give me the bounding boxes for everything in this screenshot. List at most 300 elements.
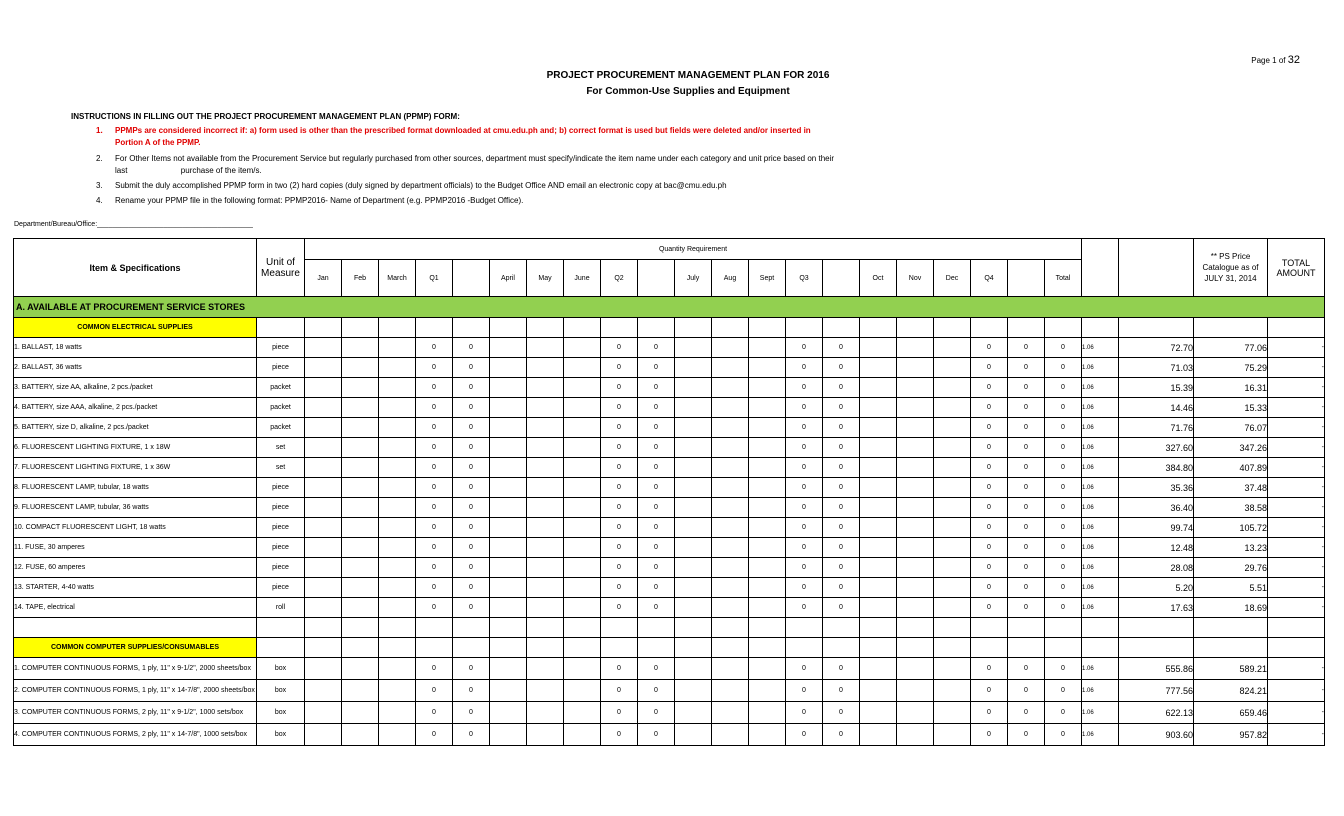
quantity-cell[interactable] [675, 378, 712, 398]
quantity-cell[interactable]: 0 [453, 702, 490, 724]
quantity-cell[interactable] [342, 578, 379, 598]
quantity-cell[interactable] [527, 378, 564, 398]
quantity-cell[interactable] [934, 598, 971, 618]
quantity-cell[interactable] [527, 358, 564, 378]
quantity-cell[interactable]: 0 [823, 498, 860, 518]
quantity-cell[interactable] [934, 418, 971, 438]
quantity-cell[interactable] [305, 378, 342, 398]
quantity-cell[interactable] [749, 680, 786, 702]
quantity-cell[interactable] [379, 378, 416, 398]
quantity-cell[interactable]: 0 [1045, 558, 1082, 578]
quantity-cell[interactable] [675, 498, 712, 518]
quantity-cell[interactable]: 0 [601, 418, 638, 438]
quantity-cell[interactable] [379, 358, 416, 378]
quantity-cell[interactable] [305, 518, 342, 538]
quantity-cell[interactable]: 0 [823, 702, 860, 724]
quantity-cell[interactable] [305, 724, 342, 746]
quantity-cell[interactable] [342, 680, 379, 702]
quantity-cell[interactable] [342, 338, 379, 358]
quantity-cell[interactable]: 0 [638, 680, 675, 702]
quantity-cell[interactable] [527, 458, 564, 478]
quantity-cell[interactable] [934, 438, 971, 458]
quantity-cell[interactable] [675, 418, 712, 438]
quantity-cell[interactable] [564, 558, 601, 578]
quantity-cell[interactable] [490, 478, 527, 498]
quantity-cell[interactable] [712, 702, 749, 724]
quantity-cell[interactable] [749, 598, 786, 618]
quantity-cell[interactable]: 0 [1045, 458, 1082, 478]
quantity-cell[interactable]: 0 [971, 680, 1008, 702]
quantity-cell[interactable] [934, 538, 971, 558]
quantity-cell[interactable]: 0 [1045, 578, 1082, 598]
quantity-cell[interactable] [379, 498, 416, 518]
quantity-cell[interactable]: 0 [601, 518, 638, 538]
quantity-cell[interactable]: 0 [601, 358, 638, 378]
quantity-cell[interactable]: 0 [453, 398, 490, 418]
quantity-cell[interactable] [564, 702, 601, 724]
quantity-cell[interactable]: 0 [1045, 338, 1082, 358]
quantity-cell[interactable]: 0 [1008, 358, 1045, 378]
quantity-cell[interactable] [342, 358, 379, 378]
quantity-cell[interactable]: 0 [601, 578, 638, 598]
quantity-cell[interactable] [749, 338, 786, 358]
quantity-cell[interactable]: 0 [1008, 418, 1045, 438]
quantity-cell[interactable] [675, 398, 712, 418]
quantity-cell[interactable] [564, 598, 601, 618]
quantity-cell[interactable]: 0 [638, 338, 675, 358]
quantity-cell[interactable] [934, 724, 971, 746]
quantity-cell[interactable] [934, 478, 971, 498]
quantity-cell[interactable] [490, 398, 527, 418]
quantity-cell[interactable] [379, 702, 416, 724]
quantity-cell[interactable]: 0 [786, 702, 823, 724]
quantity-cell[interactable]: 0 [601, 702, 638, 724]
quantity-cell[interactable] [305, 438, 342, 458]
quantity-cell[interactable] [675, 538, 712, 558]
quantity-cell[interactable] [712, 338, 749, 358]
quantity-cell[interactable]: 0 [601, 478, 638, 498]
quantity-cell[interactable]: 0 [971, 378, 1008, 398]
quantity-cell[interactable]: 0 [416, 338, 453, 358]
quantity-cell[interactable] [527, 680, 564, 702]
quantity-cell[interactable]: 0 [786, 458, 823, 478]
quantity-cell[interactable] [379, 558, 416, 578]
quantity-cell[interactable]: 0 [786, 438, 823, 458]
quantity-cell[interactable] [342, 478, 379, 498]
quantity-cell[interactable] [527, 338, 564, 358]
quantity-cell[interactable] [564, 538, 601, 558]
quantity-cell[interactable]: 0 [453, 558, 490, 578]
quantity-cell[interactable] [342, 724, 379, 746]
quantity-cell[interactable]: 0 [601, 338, 638, 358]
quantity-cell[interactable] [897, 658, 934, 680]
quantity-cell[interactable] [564, 338, 601, 358]
quantity-cell[interactable]: 0 [823, 458, 860, 478]
quantity-cell[interactable]: 0 [1008, 702, 1045, 724]
quantity-cell[interactable] [712, 680, 749, 702]
quantity-cell[interactable] [934, 358, 971, 378]
quantity-cell[interactable] [860, 558, 897, 578]
quantity-cell[interactable] [342, 378, 379, 398]
quantity-cell[interactable] [934, 498, 971, 518]
quantity-cell[interactable] [564, 578, 601, 598]
quantity-cell[interactable] [712, 418, 749, 438]
quantity-cell[interactable]: 0 [786, 538, 823, 558]
quantity-cell[interactable] [749, 724, 786, 746]
quantity-cell[interactable]: 0 [1008, 498, 1045, 518]
quantity-cell[interactable]: 0 [1008, 598, 1045, 618]
quantity-cell[interactable] [712, 578, 749, 598]
quantity-cell[interactable] [860, 518, 897, 538]
quantity-cell[interactable] [490, 438, 527, 458]
quantity-cell[interactable]: 0 [453, 724, 490, 746]
quantity-cell[interactable] [305, 478, 342, 498]
quantity-cell[interactable] [897, 558, 934, 578]
quantity-cell[interactable]: 0 [823, 418, 860, 438]
quantity-cell[interactable] [379, 398, 416, 418]
quantity-cell[interactable]: 0 [638, 518, 675, 538]
quantity-cell[interactable]: 0 [823, 680, 860, 702]
quantity-cell[interactable]: 0 [1008, 458, 1045, 478]
quantity-cell[interactable] [305, 498, 342, 518]
quantity-cell[interactable] [712, 538, 749, 558]
quantity-cell[interactable] [712, 378, 749, 398]
quantity-cell[interactable]: 0 [416, 658, 453, 680]
quantity-cell[interactable]: 0 [638, 458, 675, 478]
quantity-cell[interactable]: 0 [823, 658, 860, 680]
quantity-cell[interactable]: 0 [638, 418, 675, 438]
quantity-cell[interactable]: 0 [416, 598, 453, 618]
quantity-cell[interactable]: 0 [1045, 658, 1082, 680]
quantity-cell[interactable]: 0 [601, 558, 638, 578]
quantity-cell[interactable]: 0 [453, 478, 490, 498]
quantity-cell[interactable] [712, 598, 749, 618]
quantity-cell[interactable] [564, 680, 601, 702]
quantity-cell[interactable]: 0 [1008, 398, 1045, 418]
quantity-cell[interactable] [342, 538, 379, 558]
quantity-cell[interactable]: 0 [601, 398, 638, 418]
quantity-cell[interactable]: 0 [416, 398, 453, 418]
quantity-cell[interactable] [675, 578, 712, 598]
quantity-cell[interactable] [675, 518, 712, 538]
quantity-cell[interactable]: 0 [823, 438, 860, 458]
quantity-cell[interactable] [527, 724, 564, 746]
quantity-cell[interactable]: 0 [1008, 658, 1045, 680]
quantity-cell[interactable] [564, 378, 601, 398]
quantity-cell[interactable]: 0 [453, 458, 490, 478]
quantity-cell[interactable] [379, 658, 416, 680]
quantity-cell[interactable] [749, 478, 786, 498]
quantity-cell[interactable]: 0 [416, 458, 453, 478]
quantity-cell[interactable] [379, 724, 416, 746]
quantity-cell[interactable] [305, 538, 342, 558]
quantity-cell[interactable]: 0 [971, 398, 1008, 418]
quantity-cell[interactable]: 0 [971, 498, 1008, 518]
quantity-cell[interactable]: 0 [453, 498, 490, 518]
quantity-cell[interactable] [749, 538, 786, 558]
quantity-cell[interactable]: 0 [1008, 558, 1045, 578]
quantity-cell[interactable] [749, 518, 786, 538]
quantity-cell[interactable] [897, 418, 934, 438]
quantity-cell[interactable]: 0 [971, 478, 1008, 498]
quantity-cell[interactable] [749, 658, 786, 680]
quantity-cell[interactable] [675, 358, 712, 378]
quantity-cell[interactable]: 0 [601, 598, 638, 618]
quantity-cell[interactable] [342, 458, 379, 478]
quantity-cell[interactable]: 0 [971, 558, 1008, 578]
quantity-cell[interactable]: 0 [638, 578, 675, 598]
quantity-cell[interactable]: 0 [453, 338, 490, 358]
quantity-cell[interactable] [860, 358, 897, 378]
quantity-cell[interactable] [897, 498, 934, 518]
quantity-cell[interactable] [379, 680, 416, 702]
quantity-cell[interactable]: 0 [453, 598, 490, 618]
quantity-cell[interactable]: 0 [638, 378, 675, 398]
quantity-cell[interactable] [527, 658, 564, 680]
quantity-cell[interactable] [527, 418, 564, 438]
quantity-cell[interactable]: 0 [1008, 680, 1045, 702]
quantity-cell[interactable] [379, 438, 416, 458]
quantity-cell[interactable] [675, 598, 712, 618]
quantity-cell[interactable]: 0 [601, 680, 638, 702]
quantity-cell[interactable]: 0 [1008, 578, 1045, 598]
quantity-cell[interactable] [342, 418, 379, 438]
quantity-cell[interactable]: 0 [453, 578, 490, 598]
quantity-cell[interactable]: 0 [971, 458, 1008, 478]
quantity-cell[interactable] [342, 498, 379, 518]
quantity-cell[interactable] [934, 398, 971, 418]
quantity-cell[interactable]: 0 [601, 438, 638, 458]
quantity-cell[interactable] [305, 398, 342, 418]
quantity-cell[interactable] [712, 658, 749, 680]
department-field[interactable]: Department/Bureau/Office:________________________________________ [14, 221, 253, 228]
quantity-cell[interactable]: 0 [601, 724, 638, 746]
quantity-cell[interactable]: 0 [971, 438, 1008, 458]
quantity-cell[interactable] [305, 578, 342, 598]
quantity-cell[interactable]: 0 [971, 538, 1008, 558]
quantity-cell[interactable]: 0 [971, 724, 1008, 746]
quantity-cell[interactable]: 0 [638, 598, 675, 618]
quantity-cell[interactable]: 0 [786, 498, 823, 518]
quantity-cell[interactable]: 0 [971, 338, 1008, 358]
quantity-cell[interactable] [934, 338, 971, 358]
quantity-cell[interactable] [305, 658, 342, 680]
quantity-cell[interactable]: 0 [786, 680, 823, 702]
quantity-cell[interactable]: 0 [1045, 702, 1082, 724]
quantity-cell[interactable] [305, 338, 342, 358]
quantity-cell[interactable] [342, 438, 379, 458]
quantity-cell[interactable]: 0 [823, 578, 860, 598]
quantity-cell[interactable] [305, 598, 342, 618]
quantity-cell[interactable]: 0 [823, 598, 860, 618]
quantity-cell[interactable]: 0 [1045, 680, 1082, 702]
quantity-cell[interactable] [897, 338, 934, 358]
quantity-cell[interactable] [712, 498, 749, 518]
quantity-cell[interactable] [860, 418, 897, 438]
quantity-cell[interactable] [564, 478, 601, 498]
quantity-cell[interactable] [860, 438, 897, 458]
quantity-cell[interactable] [490, 358, 527, 378]
quantity-cell[interactable]: 0 [453, 538, 490, 558]
quantity-cell[interactable] [675, 478, 712, 498]
quantity-cell[interactable]: 0 [971, 358, 1008, 378]
quantity-cell[interactable] [934, 702, 971, 724]
quantity-cell[interactable] [490, 338, 527, 358]
quantity-cell[interactable] [897, 478, 934, 498]
quantity-cell[interactable]: 0 [786, 558, 823, 578]
quantity-cell[interactable] [342, 702, 379, 724]
quantity-cell[interactable] [527, 702, 564, 724]
quantity-cell[interactable]: 0 [1008, 478, 1045, 498]
quantity-cell[interactable]: 0 [416, 478, 453, 498]
quantity-cell[interactable] [749, 578, 786, 598]
quantity-cell[interactable]: 0 [601, 378, 638, 398]
quantity-cell[interactable]: 0 [638, 358, 675, 378]
quantity-cell[interactable] [564, 498, 601, 518]
quantity-cell[interactable] [897, 358, 934, 378]
quantity-cell[interactable] [490, 724, 527, 746]
quantity-cell[interactable] [527, 538, 564, 558]
quantity-cell[interactable]: 0 [786, 598, 823, 618]
quantity-cell[interactable]: 0 [823, 518, 860, 538]
quantity-cell[interactable]: 0 [638, 498, 675, 518]
quantity-cell[interactable]: 0 [453, 358, 490, 378]
quantity-cell[interactable]: 0 [1045, 518, 1082, 538]
quantity-cell[interactable] [675, 658, 712, 680]
quantity-cell[interactable] [675, 680, 712, 702]
quantity-cell[interactable] [305, 680, 342, 702]
quantity-cell[interactable] [490, 538, 527, 558]
quantity-cell[interactable] [860, 398, 897, 418]
quantity-cell[interactable]: 0 [416, 418, 453, 438]
quantity-cell[interactable]: 0 [638, 724, 675, 746]
quantity-cell[interactable]: 0 [416, 538, 453, 558]
quantity-cell[interactable] [564, 418, 601, 438]
quantity-cell[interactable] [897, 518, 934, 538]
quantity-cell[interactable] [712, 398, 749, 418]
quantity-cell[interactable] [379, 418, 416, 438]
quantity-cell[interactable] [379, 478, 416, 498]
quantity-cell[interactable] [490, 658, 527, 680]
quantity-cell[interactable] [527, 558, 564, 578]
quantity-cell[interactable] [749, 438, 786, 458]
quantity-cell[interactable]: 0 [416, 438, 453, 458]
quantity-cell[interactable] [564, 358, 601, 378]
quantity-cell[interactable]: 0 [1045, 478, 1082, 498]
quantity-cell[interactable]: 0 [638, 538, 675, 558]
quantity-cell[interactable] [860, 538, 897, 558]
quantity-cell[interactable] [342, 598, 379, 618]
quantity-cell[interactable] [490, 598, 527, 618]
quantity-cell[interactable] [860, 578, 897, 598]
quantity-cell[interactable]: 0 [1045, 724, 1082, 746]
quantity-cell[interactable]: 0 [638, 398, 675, 418]
quantity-cell[interactable] [342, 518, 379, 538]
quantity-cell[interactable]: 0 [786, 478, 823, 498]
quantity-cell[interactable] [712, 478, 749, 498]
quantity-cell[interactable]: 0 [416, 358, 453, 378]
quantity-cell[interactable]: 0 [1045, 398, 1082, 418]
quantity-cell[interactable] [749, 398, 786, 418]
quantity-cell[interactable]: 0 [601, 458, 638, 478]
quantity-cell[interactable]: 0 [416, 578, 453, 598]
quantity-cell[interactable] [564, 398, 601, 418]
quantity-cell[interactable] [379, 578, 416, 598]
quantity-cell[interactable]: 0 [416, 518, 453, 538]
quantity-cell[interactable] [712, 458, 749, 478]
quantity-cell[interactable] [860, 680, 897, 702]
quantity-cell[interactable]: 0 [786, 518, 823, 538]
quantity-cell[interactable] [934, 680, 971, 702]
quantity-cell[interactable]: 0 [823, 358, 860, 378]
quantity-cell[interactable]: 0 [1045, 378, 1082, 398]
quantity-cell[interactable] [897, 578, 934, 598]
quantity-cell[interactable]: 0 [453, 518, 490, 538]
quantity-cell[interactable]: 0 [638, 658, 675, 680]
quantity-cell[interactable]: 0 [1008, 438, 1045, 458]
quantity-cell[interactable] [897, 702, 934, 724]
quantity-cell[interactable]: 0 [786, 338, 823, 358]
quantity-cell[interactable]: 0 [416, 702, 453, 724]
quantity-cell[interactable]: 0 [1008, 724, 1045, 746]
quantity-cell[interactable] [897, 458, 934, 478]
quantity-cell[interactable] [490, 680, 527, 702]
quantity-cell[interactable] [305, 702, 342, 724]
quantity-cell[interactable] [379, 338, 416, 358]
quantity-cell[interactable] [860, 338, 897, 358]
quantity-cell[interactable] [897, 378, 934, 398]
quantity-cell[interactable] [490, 498, 527, 518]
quantity-cell[interactable] [305, 418, 342, 438]
quantity-cell[interactable] [342, 398, 379, 418]
quantity-cell[interactable] [379, 518, 416, 538]
quantity-cell[interactable]: 0 [786, 724, 823, 746]
quantity-cell[interactable]: 0 [823, 478, 860, 498]
quantity-cell[interactable] [675, 558, 712, 578]
quantity-cell[interactable] [527, 398, 564, 418]
quantity-cell[interactable]: 0 [1008, 518, 1045, 538]
quantity-cell[interactable] [527, 598, 564, 618]
quantity-cell[interactable] [305, 358, 342, 378]
quantity-cell[interactable]: 0 [971, 658, 1008, 680]
quantity-cell[interactable]: 0 [823, 724, 860, 746]
quantity-cell[interactable] [749, 458, 786, 478]
quantity-cell[interactable] [749, 378, 786, 398]
quantity-cell[interactable] [712, 438, 749, 458]
quantity-cell[interactable]: 0 [453, 378, 490, 398]
quantity-cell[interactable] [934, 558, 971, 578]
quantity-cell[interactable] [675, 458, 712, 478]
quantity-cell[interactable] [860, 378, 897, 398]
quantity-cell[interactable] [934, 458, 971, 478]
quantity-cell[interactable] [305, 558, 342, 578]
quantity-cell[interactable] [490, 702, 527, 724]
quantity-cell[interactable] [934, 378, 971, 398]
quantity-cell[interactable]: 0 [638, 702, 675, 724]
quantity-cell[interactable] [527, 578, 564, 598]
quantity-cell[interactable] [490, 518, 527, 538]
quantity-cell[interactable]: 0 [786, 358, 823, 378]
quantity-cell[interactable]: 0 [601, 658, 638, 680]
quantity-cell[interactable] [860, 498, 897, 518]
quantity-cell[interactable] [897, 538, 934, 558]
quantity-cell[interactable] [860, 658, 897, 680]
quantity-cell[interactable]: 0 [1008, 338, 1045, 358]
quantity-cell[interactable] [490, 418, 527, 438]
quantity-cell[interactable] [379, 538, 416, 558]
quantity-cell[interactable] [564, 518, 601, 538]
quantity-cell[interactable] [712, 724, 749, 746]
